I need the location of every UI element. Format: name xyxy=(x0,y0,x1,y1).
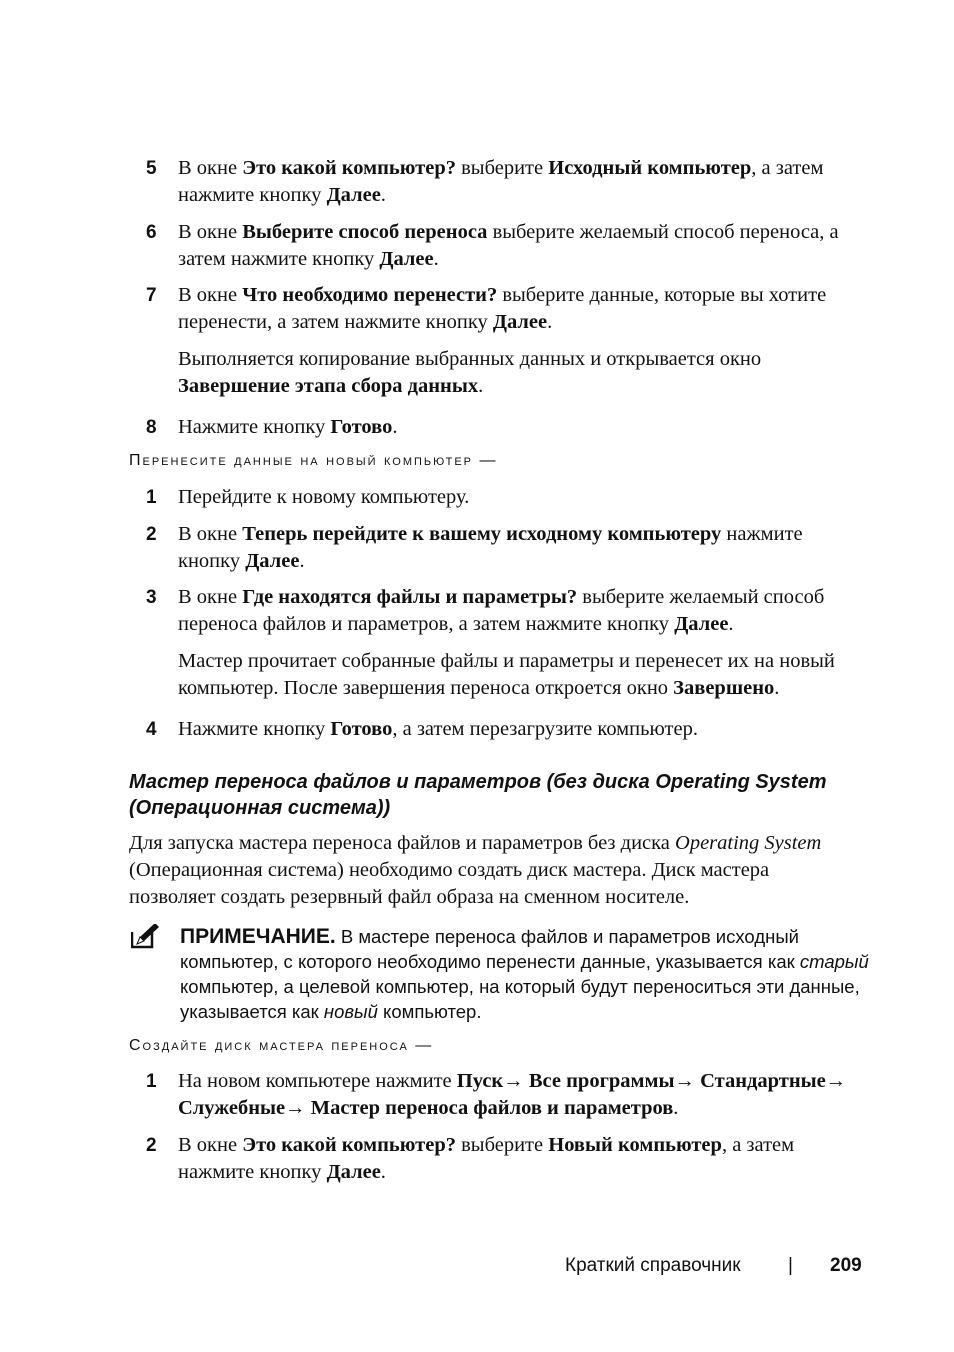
page-number: 209 xyxy=(830,1255,862,1276)
step-text: В окне Это какой компьютер? выберите Новый компьютер, а затем нажмите кнопку Далее. xyxy=(178,1134,795,1183)
step-text: В окне Выберите способ переноса выберите желаемый способ переноса, а затем нажмите кнопку Далее. xyxy=(178,221,839,270)
step-number: 1 xyxy=(146,1071,157,1092)
step-text: В окне Теперь перейдите к вашему исходному компьютеру нажмите кнопку Далее. xyxy=(178,523,803,572)
footer-separator: | xyxy=(788,1255,793,1276)
procedure-heading: Создайте диск мастера переноса — xyxy=(129,1037,434,1054)
step-text: В окне Где находятся файлы и параметры? выберите желаемый способ переноса файлов и параметров, а затем нажмите кнопку Далее. xyxy=(178,586,825,635)
note-block: ПРИМЕЧАНИЕ. В мастере переноса файлов и параметров исходный компьютер, с которого необходимо перенести данные, указывается как старый компьютер, а целевой компьютер, на который будут переноситься эти данные, указывается как новый компьютер. xyxy=(180,925,869,1022)
step-text: Нажмите кнопку Готово. xyxy=(178,416,398,438)
section-title: Мастер переноса файлов и параметров (без диска Operating System (Операционная система)) xyxy=(129,771,827,819)
step-number: 7 xyxy=(146,285,157,306)
body-paragraph: Для запуска мастера переноса файлов и параметров без диска Operating System (Операционная система) необходимо создать диск мастера. Диск мастера позволяет создать резервный файл образа на сменном носителе. xyxy=(129,832,822,908)
step-number: 1 xyxy=(146,487,157,508)
step-number: 6 xyxy=(146,222,157,243)
step-number: 5 xyxy=(146,158,157,179)
pencil-note-icon xyxy=(131,924,161,950)
footer-title: Краткий справочник xyxy=(565,1255,741,1276)
step-7-result: Выполняется копирование выбранных данных и открывается окно Завершение этапа сбора данных. xyxy=(178,348,762,397)
step-text: Нажмите кнопку Готово, а затем перезагрузите компьютер. xyxy=(178,718,698,740)
step-text: В окне Что необходимо перенести? выберите данные, которые вы хотите перенести, а затем нажмите кнопку Далее. xyxy=(178,284,827,333)
step-text: Перейдите к новому компьютеру. xyxy=(178,486,470,508)
procedure-heading: Перенесите данные на новый компьютер — xyxy=(129,452,498,469)
step-number: 2 xyxy=(146,1135,157,1156)
step-text: В окне Это какой компьютер? выберите Исходный компьютер, а затем нажмите кнопку Далее. xyxy=(178,157,824,206)
step-number: 4 xyxy=(146,719,157,740)
step-3-result: Мастер прочитает собранные файлы и параметры и перенесет их на новый компьютер. После завершения переноса откроется окно Завершено. xyxy=(178,650,835,699)
note-label: ПРИМЕЧАНИЕ. xyxy=(180,925,336,948)
step-number: 3 xyxy=(146,587,157,608)
step-number: 2 xyxy=(146,524,157,545)
step-number: 8 xyxy=(146,417,157,438)
step-text: На новом компьютере нажмите Пуск→ Все программы→ Стандартные→ Служебные→ Мастер переноса файлов и параметров. xyxy=(178,1070,847,1119)
